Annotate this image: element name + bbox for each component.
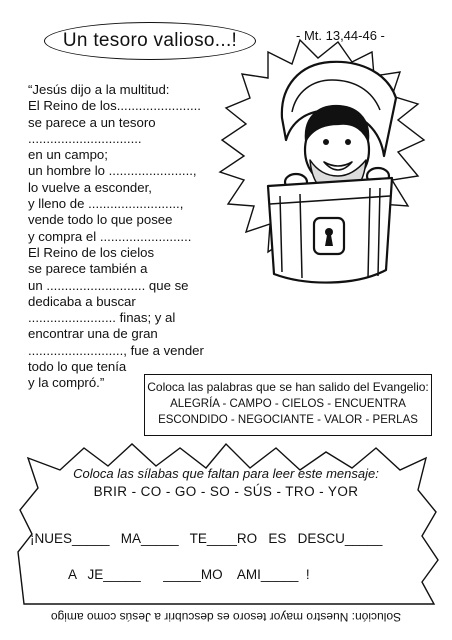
- poem-line: un ........................... que se: [28, 277, 189, 293]
- poem-line: un hombre lo .......................,: [28, 163, 197, 179]
- message-line-1: ¡NUES_____ MA_____ TE____RO ES DESCU_____: [30, 531, 383, 546]
- page-title: Un tesoro valioso...!: [62, 30, 238, 51]
- poem-line: se parece también a: [28, 261, 148, 277]
- poem-line: lo vuelve a esconder,: [28, 179, 152, 195]
- poem-line: todo lo que tenía: [28, 359, 127, 375]
- poem-line: El Reino de los.......................: [28, 98, 201, 114]
- treasure-chest-icon: [268, 62, 396, 283]
- syllables-instruction: Coloca las sílabas que faltan para leer este mensaje:: [73, 466, 379, 481]
- message-line-2: A JE_____ _____MO AMI_____ !: [68, 567, 310, 582]
- poem-line: ...............................: [28, 130, 142, 146]
- poem-line: en un campo;: [28, 147, 108, 163]
- poem-line: vende todo lo que posee: [28, 212, 173, 228]
- solution-text: Solución: Nuestro mayor tesoro es descubrir a Jesús como amigo: [50, 610, 402, 624]
- poem-line: “Jesús dijo a la multitud:: [28, 82, 170, 97]
- word-bank-words-line-1: ALEGRÍA - CAMPO - CIELOS - ENCUENTRA: [170, 398, 406, 410]
- poem-line: .........................., fue a vender: [28, 342, 204, 358]
- word-bank-instruction: Coloca las palabras que se han salido del Evangelio:: [147, 380, 429, 394]
- poem-line: y compra el .........................: [28, 228, 192, 244]
- poem-line: El Reino de los cielos: [28, 244, 155, 260]
- scripture-reference: - Mt. 13,44-46 -: [296, 28, 385, 43]
- poem-line: y lleno de .........................,: [28, 196, 184, 212]
- poem-line: dedicaba a buscar: [28, 293, 136, 309]
- poem-line: encontrar una de gran: [28, 326, 158, 342]
- poem-line: ........................ finas; y al: [28, 310, 176, 326]
- poem-line: se parece a un tesoro: [28, 114, 156, 130]
- poem-line: y la compró.”: [28, 375, 105, 391]
- syllables-list: BRIR - CO - GO - SO - SÚS - TRO - YOR: [93, 484, 359, 499]
- word-bank-words-line-2: ESCONDIDO - NEGOCIANTE - VALOR - PERLAS: [158, 414, 418, 426]
